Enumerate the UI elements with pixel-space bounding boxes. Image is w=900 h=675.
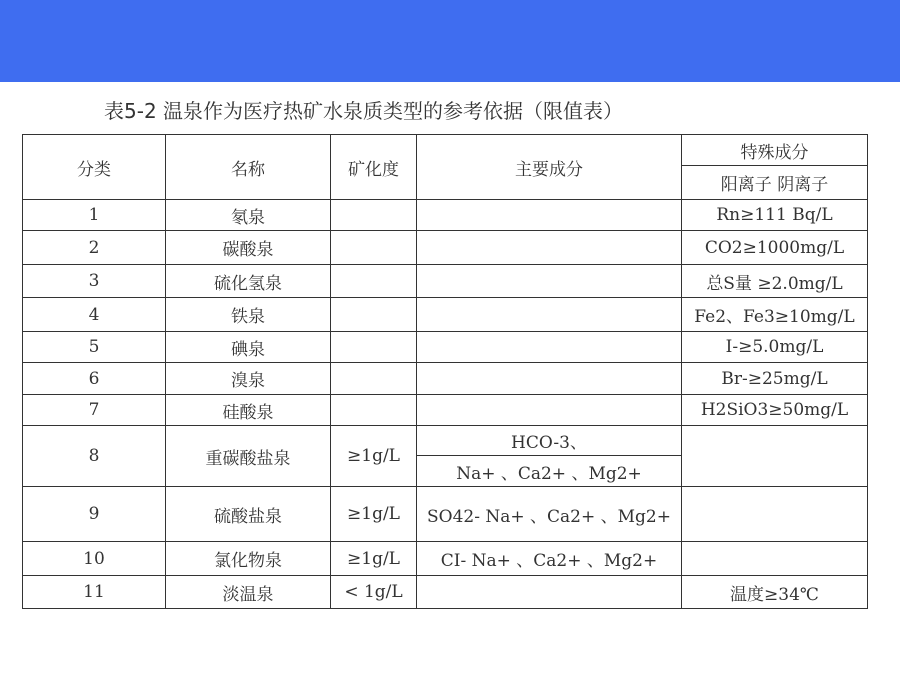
row-mineralization	[331, 200, 417, 231]
row-number: 10	[23, 542, 166, 576]
row-special-components	[682, 487, 868, 542]
header-special-components: 特殊成分	[682, 135, 868, 166]
row-special-components: 温度≥34℃	[682, 576, 868, 609]
row-name: 铁泉	[166, 298, 331, 332]
row-main-components	[417, 363, 682, 395]
row-mineralization	[331, 298, 417, 332]
row-mineralization	[331, 265, 417, 298]
row-number: 5	[23, 332, 166, 363]
row-main-components	[417, 200, 682, 231]
row-main-components: SO42- Na+ 、Ca2+ 、Mg2+	[417, 487, 682, 542]
row-mineralization: ≥1g/L	[331, 426, 417, 487]
table-row	[23, 265, 868, 298]
row-number: 9	[23, 487, 166, 542]
row-mineralization	[331, 231, 417, 265]
row-number: 6	[23, 363, 166, 395]
table-row	[23, 542, 868, 576]
header-name: 名称	[166, 135, 331, 200]
row-mineralization	[331, 363, 417, 395]
row-main-components	[417, 231, 682, 265]
row-main-components	[417, 298, 682, 332]
row-number: 3	[23, 265, 166, 298]
table-row	[23, 487, 868, 542]
row-main-components	[417, 332, 682, 363]
row-special-components: CO2≥1000mg/L	[682, 231, 868, 265]
row-main-components: CI- Na+ 、Ca2+ 、Mg2+	[417, 542, 682, 576]
row-special-components: H2SiO3≥50mg/L	[682, 395, 868, 426]
row-mineralization	[331, 332, 417, 363]
row-number: 1	[23, 200, 166, 231]
row-name: 碳酸泉	[166, 231, 331, 265]
row-main-components	[417, 265, 682, 298]
table-title: 表5-2 温泉作为医疗热矿水泉质类型的参考依据（限值表）	[104, 99, 624, 123]
table-row	[23, 332, 868, 363]
row-name: 硫化氢泉	[166, 265, 331, 298]
row-name: 氯化物泉	[166, 542, 331, 576]
row-mineralization: ≥1g/L	[331, 542, 417, 576]
header-main-components: 主要成分	[417, 135, 682, 200]
row-special-components: 总S量 ≥2.0mg/L	[682, 265, 868, 298]
row-mineralization: ≥1g/L	[331, 487, 417, 542]
row-main-anion: HCO-3、	[417, 426, 682, 456]
row-main-components	[417, 576, 682, 609]
row-special-components: Fe2、Fe3≥10mg/L	[682, 298, 868, 332]
row-number: 4	[23, 298, 166, 332]
table-row	[23, 426, 868, 456]
row-special-components: I-≥5.0mg/L	[682, 332, 868, 363]
table-row	[23, 363, 868, 395]
header-mineralization: 矿化度	[331, 135, 417, 200]
header-band	[0, 0, 900, 82]
row-name: 碘泉	[166, 332, 331, 363]
row-number: 11	[23, 576, 166, 609]
row-name: 重碳酸盐泉	[166, 426, 331, 487]
table-row	[23, 576, 868, 609]
row-name: 硅酸泉	[166, 395, 331, 426]
header-category: 分类	[23, 135, 166, 200]
row-name: 溴泉	[166, 363, 331, 395]
row-mineralization: < 1g/L	[331, 576, 417, 609]
row-special-components: Br-≥25mg/L	[682, 363, 868, 395]
header-ions: 阳离子 阴离子	[682, 166, 868, 200]
row-special-components	[682, 542, 868, 576]
table-row	[23, 395, 868, 426]
row-special-components	[682, 426, 868, 487]
table-row	[23, 200, 868, 231]
row-name: 氡泉	[166, 200, 331, 231]
row-main-components	[417, 395, 682, 426]
row-mineralization	[331, 395, 417, 426]
table-row	[23, 298, 868, 332]
table-row	[23, 231, 868, 265]
row-special-components: Rn≥111 Bq/L	[682, 200, 868, 231]
row-name: 淡温泉	[166, 576, 331, 609]
row-number: 7	[23, 395, 166, 426]
row-main-cations: Na+ 、Ca2+ 、Mg2+	[417, 456, 682, 487]
spring-type-table	[22, 134, 868, 609]
row-number: 8	[23, 426, 166, 487]
row-number: 2	[23, 231, 166, 265]
row-name: 硫酸盐泉	[166, 487, 331, 542]
